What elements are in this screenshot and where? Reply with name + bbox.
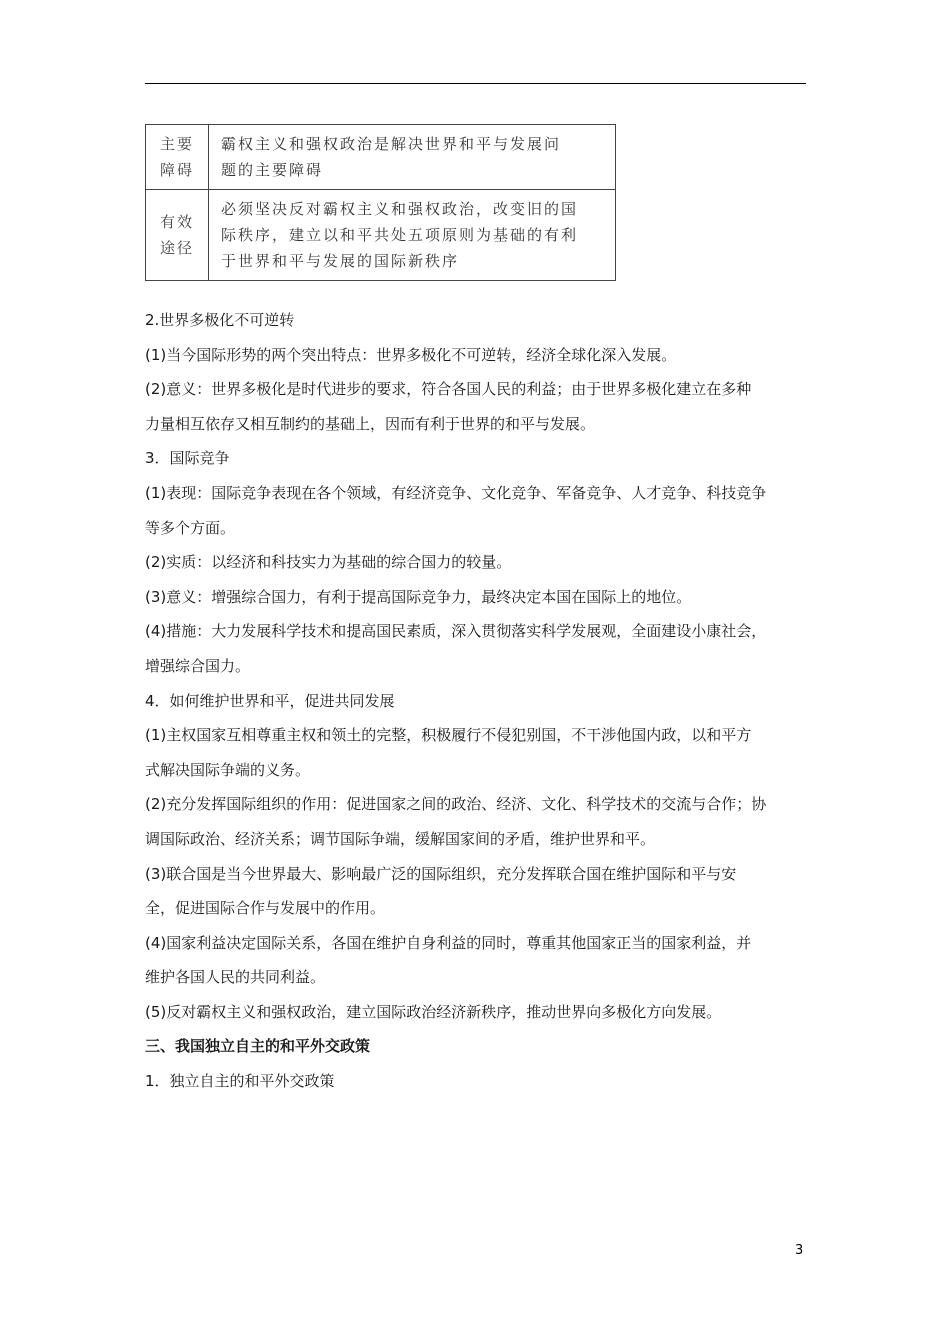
- table-row: [146, 125, 616, 190]
- paragraph-line: 式解决国际争端的义务。: [145, 760, 311, 779]
- page-number: 3: [795, 1243, 804, 1258]
- heading-peace: 4．如何维护世界和平，促进共同发展: [145, 691, 395, 710]
- heading-multipolarity: 2.世界多极化不可逆转: [145, 311, 295, 329]
- header-rule: [145, 83, 806, 84]
- paragraph-line: (4)措施：大力发展科学技术和提高国民素质，深入贯彻落实科学发展观，全面建设小康社会，: [145, 622, 767, 641]
- body-text: [145, 303, 817, 1099]
- table-row: [146, 190, 616, 281]
- paragraph-line: 调国际政治、经济关系；调节国际争端，缓解国家间的矛盾，维护世界和平。: [145, 829, 656, 848]
- paragraph-line: 力量相互依存又相互制约的基础上，因而有利于世界的和平与发展。: [145, 414, 596, 433]
- paragraph-line: (1)表现：国际竞争表现在各个领域，有经济竞争、文化竞争、军备竞争、人才竞争、科技竞争: [145, 483, 767, 502]
- paragraph-line: (1)当今国际形势的两个突出特点：世界多极化不可逆转，经济全球化深入发展。: [145, 345, 677, 364]
- paragraph-line: (3)意义：增强综合国力，有利于提高国际竞争力，最终决定本国在国际上的地位。: [145, 587, 692, 606]
- row-text: 霸权主义和强权政治是解决世界和平与发展问 题的主要障碍: [209, 125, 616, 190]
- paragraph-line: 等多个方面。: [145, 518, 236, 537]
- row-text: 必须坚决反对霸权主义和强权政治，改变旧的国 际秩序，建立以和平共处五项原则为基础的有利 于世界和平与发展的国际新秩序: [209, 190, 616, 281]
- summary-table: [145, 124, 616, 281]
- paragraph-line: (4)国家利益决定国际关系，各国在维护自身利益的同时，尊重其他国家正当的国家利益，并: [145, 933, 752, 952]
- paragraph-line: 维护各国人民的共同利益。: [145, 968, 326, 987]
- section-heading: 三、我国独立自主的和平外交政策: [145, 1037, 371, 1056]
- paragraph-line: (2)实质：以经济和科技实力为基础的综合国力的较量。: [145, 553, 512, 572]
- row-label: 有效 途径: [146, 190, 209, 281]
- paragraph-line: (2)意义：世界多极化是时代进步的要求，符合各国人民的利益；由于世界多极化建立在多种: [145, 380, 752, 399]
- paragraph-line: 增强综合国力。: [145, 656, 251, 675]
- paragraph-line: 全，促进国际合作与发展中的作用。: [145, 899, 386, 918]
- heading-competition: 3．国际竞争: [145, 449, 230, 468]
- paragraph-line: (5)反对霸权主义和强权政治，建立国际政治经济新秩序，推动世界向多极化方向发展。: [145, 1002, 722, 1021]
- row-label: 主要 障碍: [146, 125, 209, 190]
- paragraph-line: (3)联合国是当今世界最大、影响最广泛的国际组织，充分发挥联合国在维护国际和平与安: [145, 864, 737, 883]
- subheading: 1．独立自主的和平外交政策: [145, 1072, 335, 1091]
- paragraph-line: (1)主权国家互相尊重主权和领土的完整，积极履行不侵犯别国，不干涉他国内政，以和平方: [145, 726, 752, 745]
- paragraph-line: (2)充分发挥国际组织的作用：促进国家之间的政治、经济、文化、科学技术的交流与合作；协: [145, 795, 767, 814]
